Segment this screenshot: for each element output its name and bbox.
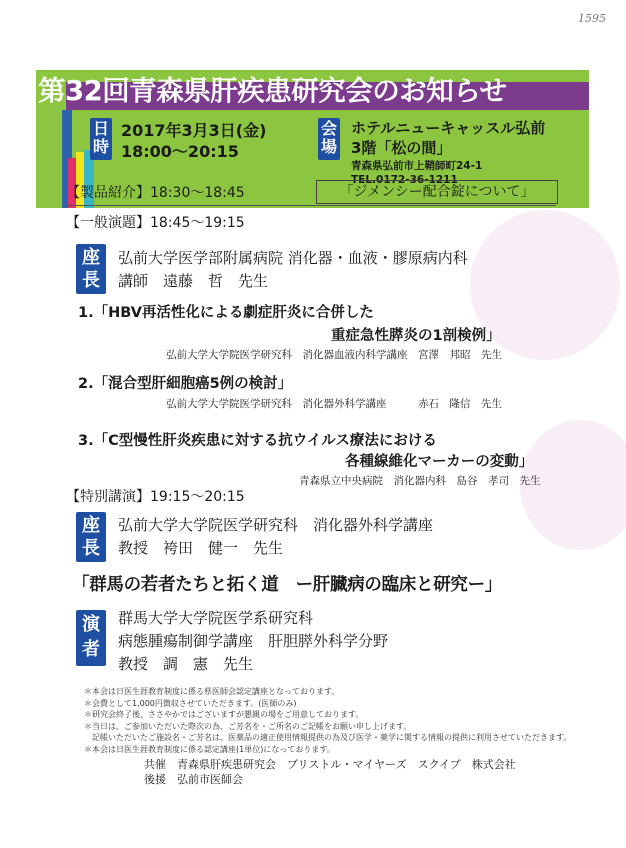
talk-title-cont: 重症急性膵炎の1剖検例」 [331, 328, 501, 344]
talk-affiliation: 弘前大学大学院医学研究科 消化器外科学講座 赤石 隆信 先生 [166, 398, 502, 410]
note-item: ＊当日は、ご参加いただいた際次の為、ご芳名を・ご所名のご記帳をお願い申し上げます。 [84, 721, 412, 731]
venue-label: 会 場 [318, 118, 340, 160]
datetime-label: 日 時 [90, 118, 112, 160]
chair-affiliation: 弘前大学大学院医学研究科 消化器外科学講座 [118, 516, 434, 534]
speaker-info [118, 607, 388, 676]
venue-tel: TEL.0172-36-1211 [351, 174, 458, 186]
speaker-label: 演 者 [76, 610, 106, 666]
talk-affiliation: 青森県立中央病院 消化器内科 島谷 孝司 先生 [299, 475, 541, 487]
chair-affiliation: 弘前大学医学部附属病院 消化器・血液・膠原病内科 [118, 249, 468, 267]
special-header: 【特別講演】19:15〜20:15 [66, 489, 245, 505]
event-datetime [121, 120, 266, 162]
talk-title-cont: 各種線維化マーカーの変動」 [345, 454, 534, 470]
venue-address: 青森県弘前市上鞘師町24-1 [351, 160, 483, 172]
chair-name: 講師 遠藤 哲 先生 [118, 272, 269, 290]
venue-name: ホテルニューキャッスル弘前 [351, 119, 546, 137]
talk-title: 1.「HBV再活性化による劇症肝炎に合併した [78, 305, 374, 321]
general-chair [118, 247, 468, 293]
note-item: 記帳いただいたご施設名・ご芳名は、医薬品の適正使用情報提供の為及び医学・薬学に関する情報の提供に利用させていただきます。 [84, 733, 572, 742]
product-header: 【製品紹介】18:30〜18:45 [66, 185, 245, 201]
venue-room: 3階「松の間」 [351, 139, 452, 157]
chair-label: 座 長 [76, 512, 106, 562]
supporter: 後援 弘前市医師会 [144, 773, 243, 786]
general-header: 【一般演題】18:45〜19:15 [66, 215, 245, 231]
chair-label: 座 長 [76, 244, 106, 294]
lecture-title: 「群馬の若者たちと拓く道 ー肝臓病の臨床と研究ー」 [72, 575, 502, 595]
speaker-department: 病態腫瘍制御学講座 肝胆膵外科学分野 [118, 632, 389, 650]
speaker-name: 教授 調 憲 先生 [118, 655, 254, 673]
note-item: ＊本会は日医生涯教育制度に係る認定講座(1単位)になっております。 [84, 744, 335, 754]
product-title: 「ジメンシー配合錠について」 [316, 180, 558, 204]
event-date: 2017年3月3日(金) [121, 121, 267, 140]
page-title: 第32回青森県肝疾患研究会のお知らせ [38, 75, 507, 107]
speaker-affiliation: 群馬大学大学院医学系研究科 [118, 609, 314, 627]
special-chair [118, 514, 433, 560]
cohost: 共催 青森県肝疾患研究会 ブリストル・マイヤーズ スクイブ 株式会社 [144, 758, 516, 771]
chair-name: 教授 袴田 健一 先生 [118, 539, 284, 557]
talk-title: 3.「C型慢性肝炎疾患に対する抗ウイルス療法における [78, 433, 437, 449]
note-item: ＊本会は日医生涯教育制度に係る県医師会認定講座となっております。 [84, 687, 340, 696]
event-time: 18:00〜20:15 [121, 142, 239, 161]
page-stamp: 1595 [578, 12, 606, 25]
talk-affiliation: 弘前大学大学院医学研究科 消化器血液内科学講座 宮澤 邦昭 先生 [166, 349, 502, 361]
venue-info [351, 118, 545, 158]
notes [84, 686, 604, 755]
divider [66, 205, 556, 206]
note-item: ＊研究会終了後、ささやかではございますが懇親の場をご用意しております。 [84, 710, 364, 719]
talk-title: 2.「混合型肝細胞癌5例の検討」 [78, 376, 293, 392]
note-item: ＊会費として1,000円徴収させていただきます。(医師のみ) [84, 698, 297, 708]
